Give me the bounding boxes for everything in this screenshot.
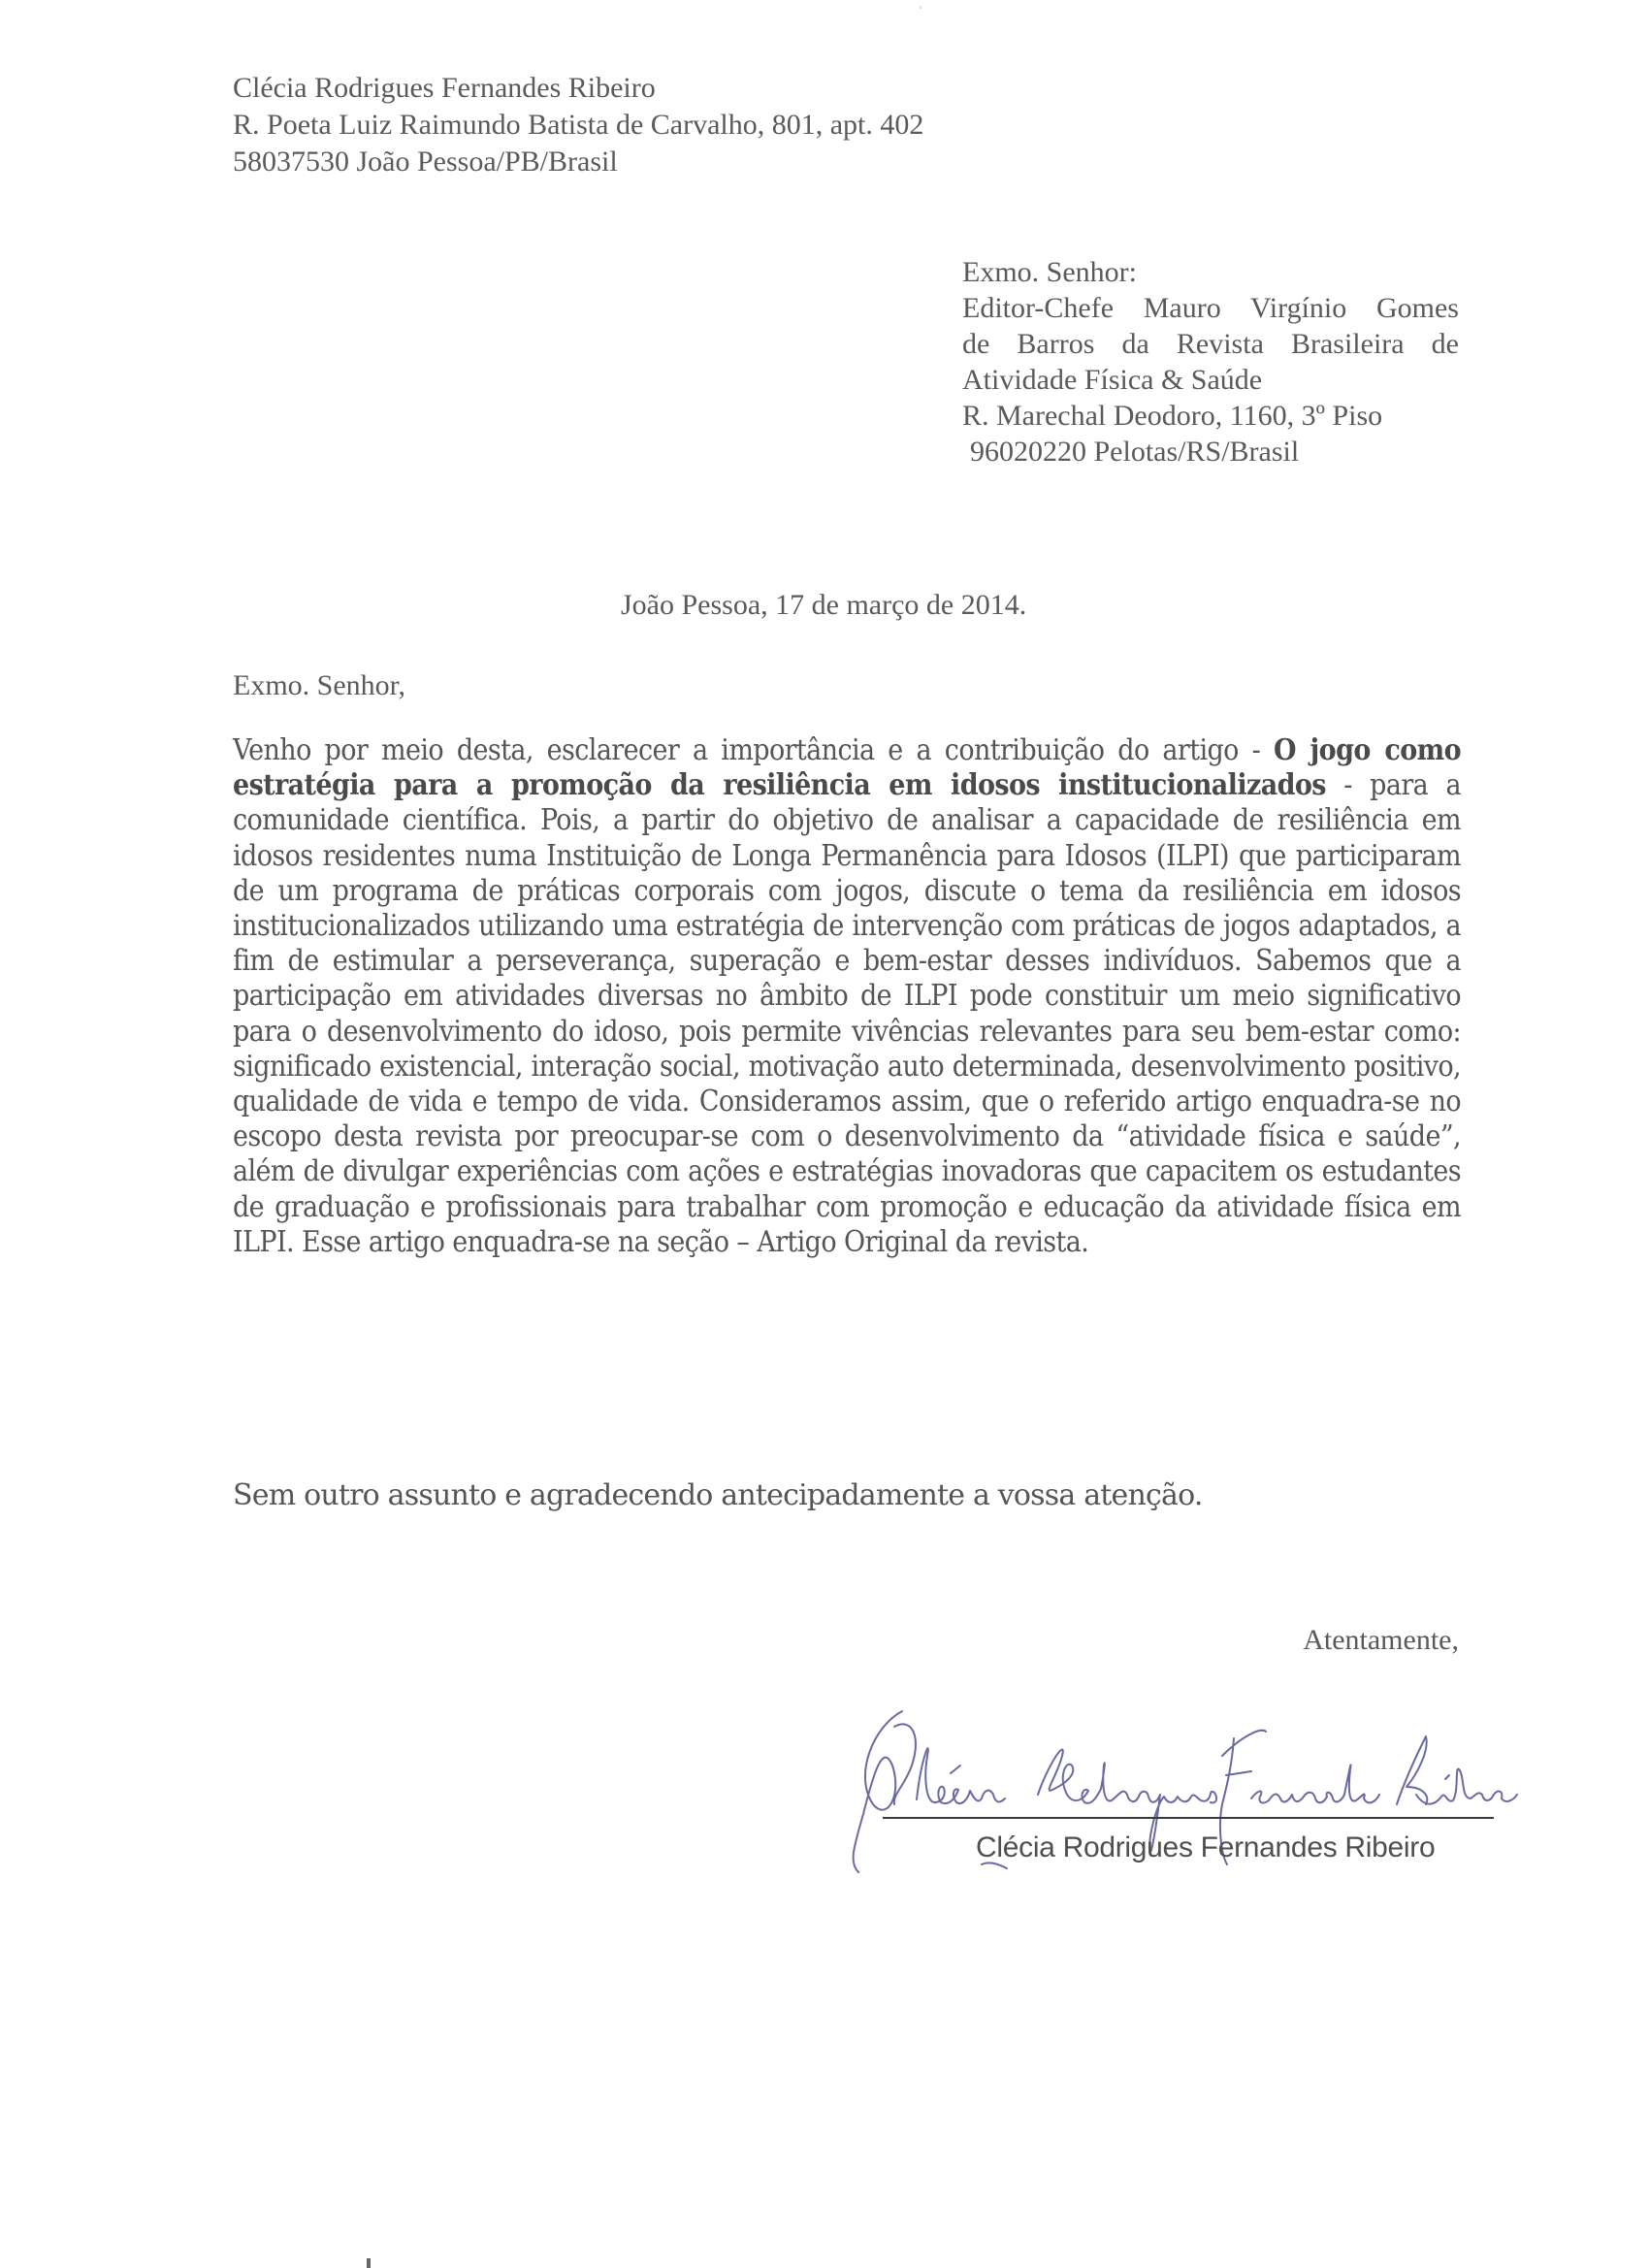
recipient-line: 96020220 Pelotas/RS/Brasil bbox=[970, 436, 1300, 468]
sender-address-line1: R. Poeta Luiz Raimundo Batista de Carvalho, 801, apt. 402 bbox=[233, 109, 924, 141]
article-title: O jogo como estratégia para a promoção da resiliência em idosos institucionalizados bbox=[233, 733, 1462, 803]
recipient-line: R. Marechal Deodoro, 1160, 3º Piso bbox=[962, 400, 1383, 432]
sender-address-line2: 58037530 João Pessoa/PB/Brasil bbox=[233, 146, 618, 178]
closing-sentence: Sem outro assunto e agradecendo antecipadamente a vossa atenção. bbox=[233, 1478, 1203, 1512]
recipient-block bbox=[962, 254, 1459, 470]
signer-printed-name: Clécia Rodrigues Fernandes Ribeiro bbox=[976, 1831, 1436, 1863]
recipient-line: Atividade Física & Saúde bbox=[962, 364, 1263, 396]
scan-artifact bbox=[367, 2258, 371, 2268]
scan-artifact bbox=[920, 6, 922, 9]
body-intro: Venho por meio desta, esclarecer a importância e a contribuição do artigo - bbox=[233, 733, 1274, 767]
sender-name: Clécia Rodrigues Fernandes Ribeiro bbox=[233, 72, 656, 104]
recipient-line: de Barros da Revista Brasileira de bbox=[962, 328, 1459, 360]
body-paragraph bbox=[233, 733, 1461, 1260]
date-line: João Pessoa, 17 de março de 2014. bbox=[621, 589, 1027, 621]
regards: Atentamente, bbox=[1303, 1624, 1459, 1656]
recipient-greeting: Exmo. Senhor: bbox=[962, 256, 1137, 288]
recipient-line: Editor-Chefe Mauro Virgínio Gomes bbox=[962, 292, 1459, 324]
body-rest: - para a comunidade científica. Pois, a partir do objetivo de analisar a capacidade de resiliência em idosos residentes numa Instituição de Longa Permanência para Idosos (ILPI) que participaram de um programa de práticas corporais com jogos, discute o tema da resiliência em idosos institucionalizados utilizando uma estratégia de intervenção com práticas de jogos adaptados, a fim de estimular a perseverança, superação e bem-estar desses indivíduos. Sabemos que a participação em atividades diversas no âmbito de ILPI pode constituir um meio significativo para o desenvolvimento do idoso, pois permite vivências relevantes para seu bem-estar como: significado existencial, interação social, motivação auto determinada, desenvolvimento positivo, qualidade de vida e tempo de vida. Consideramos assim, que o referido artigo enquadra-se no escopo desta revista por preocupar-se com o desenvolvimento da “atividade física e saúde”, além de divulgar experiências com ações e estratégias inovadoras que capacitem os estudantes de graduação e profissionais para trabalhar com promoção e educação da atividade física em ILPI. Esse artigo enquadra-se na seção – Artigo Original da revista. bbox=[233, 768, 1462, 1259]
salutation: Exmo. Senhor, bbox=[233, 669, 405, 701]
sender-block bbox=[233, 70, 923, 180]
